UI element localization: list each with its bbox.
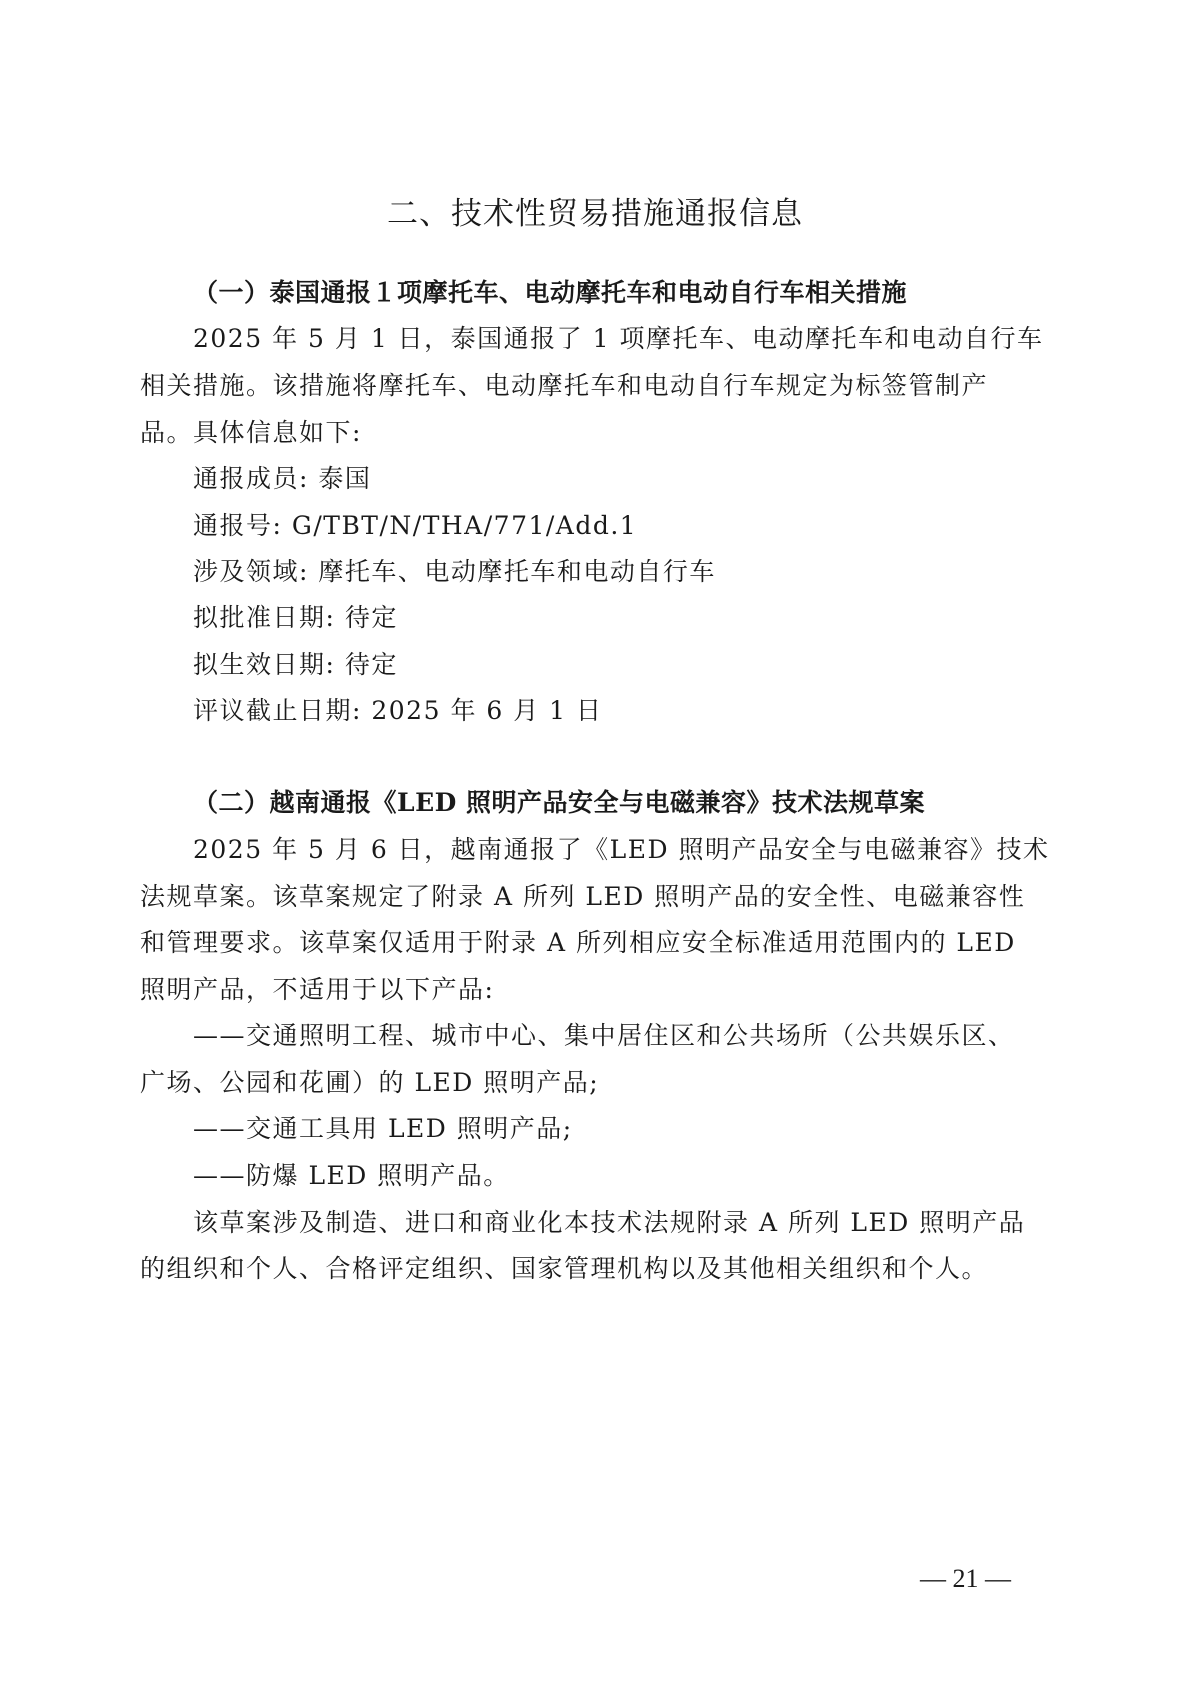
field-notification-number: 通报号: G/TBT/N/THA/771/Add.1 <box>193 511 638 540</box>
field-comment-deadline: 评议截止日期: 2025 年 6 月 1 日 <box>193 696 603 725</box>
exclusion-item: ——交通工具用 LED 照明产品; <box>193 1114 573 1143</box>
section2-para-line: 和管理要求。该草案仅适用于附录 A 所列相应安全标准适用范围内的 LED <box>140 928 1016 957</box>
section1-para-line: 品。具体信息如下: <box>140 418 362 447</box>
section2-para-line: 该草案涉及制造、进口和商业化本技术法规附录 A 所列 LED 照明产品 <box>193 1208 1026 1237</box>
section2-para-line: 照明产品，不适用于以下产品: <box>140 975 495 1004</box>
page-title: 二、技术性贸易措施通报信息 <box>387 196 803 232</box>
section2-heading: （二）越南通报《LED 照明产品安全与电磁兼容》技术法规草案 <box>193 788 926 817</box>
field-notifying-member: 通报成员: 泰国 <box>193 464 372 493</box>
section1-para-line: 相关措施。该措施将摩托车、电动摩托车和电动自行车规定为标签管制产 <box>140 371 989 400</box>
section1-heading: （一）泰国通报１项摩托车、电动摩托车和电动自行车相关措施 <box>193 278 908 307</box>
page-number: — 21 — <box>920 1564 1011 1593</box>
exclusion-item: ——防爆 LED 照明产品。 <box>193 1161 510 1190</box>
section1-para-line: 2025 年 5 月 1 日，泰国通报了 1 项摩托车、电动摩托车和电动自行车 <box>193 324 1044 353</box>
field-proposed-adoption-date: 拟批准日期: 待定 <box>193 603 398 632</box>
field-proposed-effective-date: 拟生效日期: 待定 <box>193 650 398 679</box>
section2-para-line: 的组织和个人、合格评定组织、国家管理机构以及其他相关组织和个人。 <box>140 1254 989 1283</box>
section2-para-line: 2025 年 5 月 6 日，越南通报了《LED 照明产品安全与电磁兼容》技术 <box>193 835 1050 864</box>
section2-para-line: 法规草案。该草案规定了附录 A 所列 LED 照明产品的安全性、电磁兼容性 <box>140 882 1026 911</box>
exclusion-item: 广场、公园和花圃）的 LED 照明产品; <box>140 1068 600 1097</box>
field-products-covered: 涉及领域: 摩托车、电动摩托车和电动自行车 <box>193 557 716 586</box>
exclusion-item: ——交通照明工程、城市中心、集中居住区和公共场所（公共娱乐区、 <box>193 1021 1015 1050</box>
